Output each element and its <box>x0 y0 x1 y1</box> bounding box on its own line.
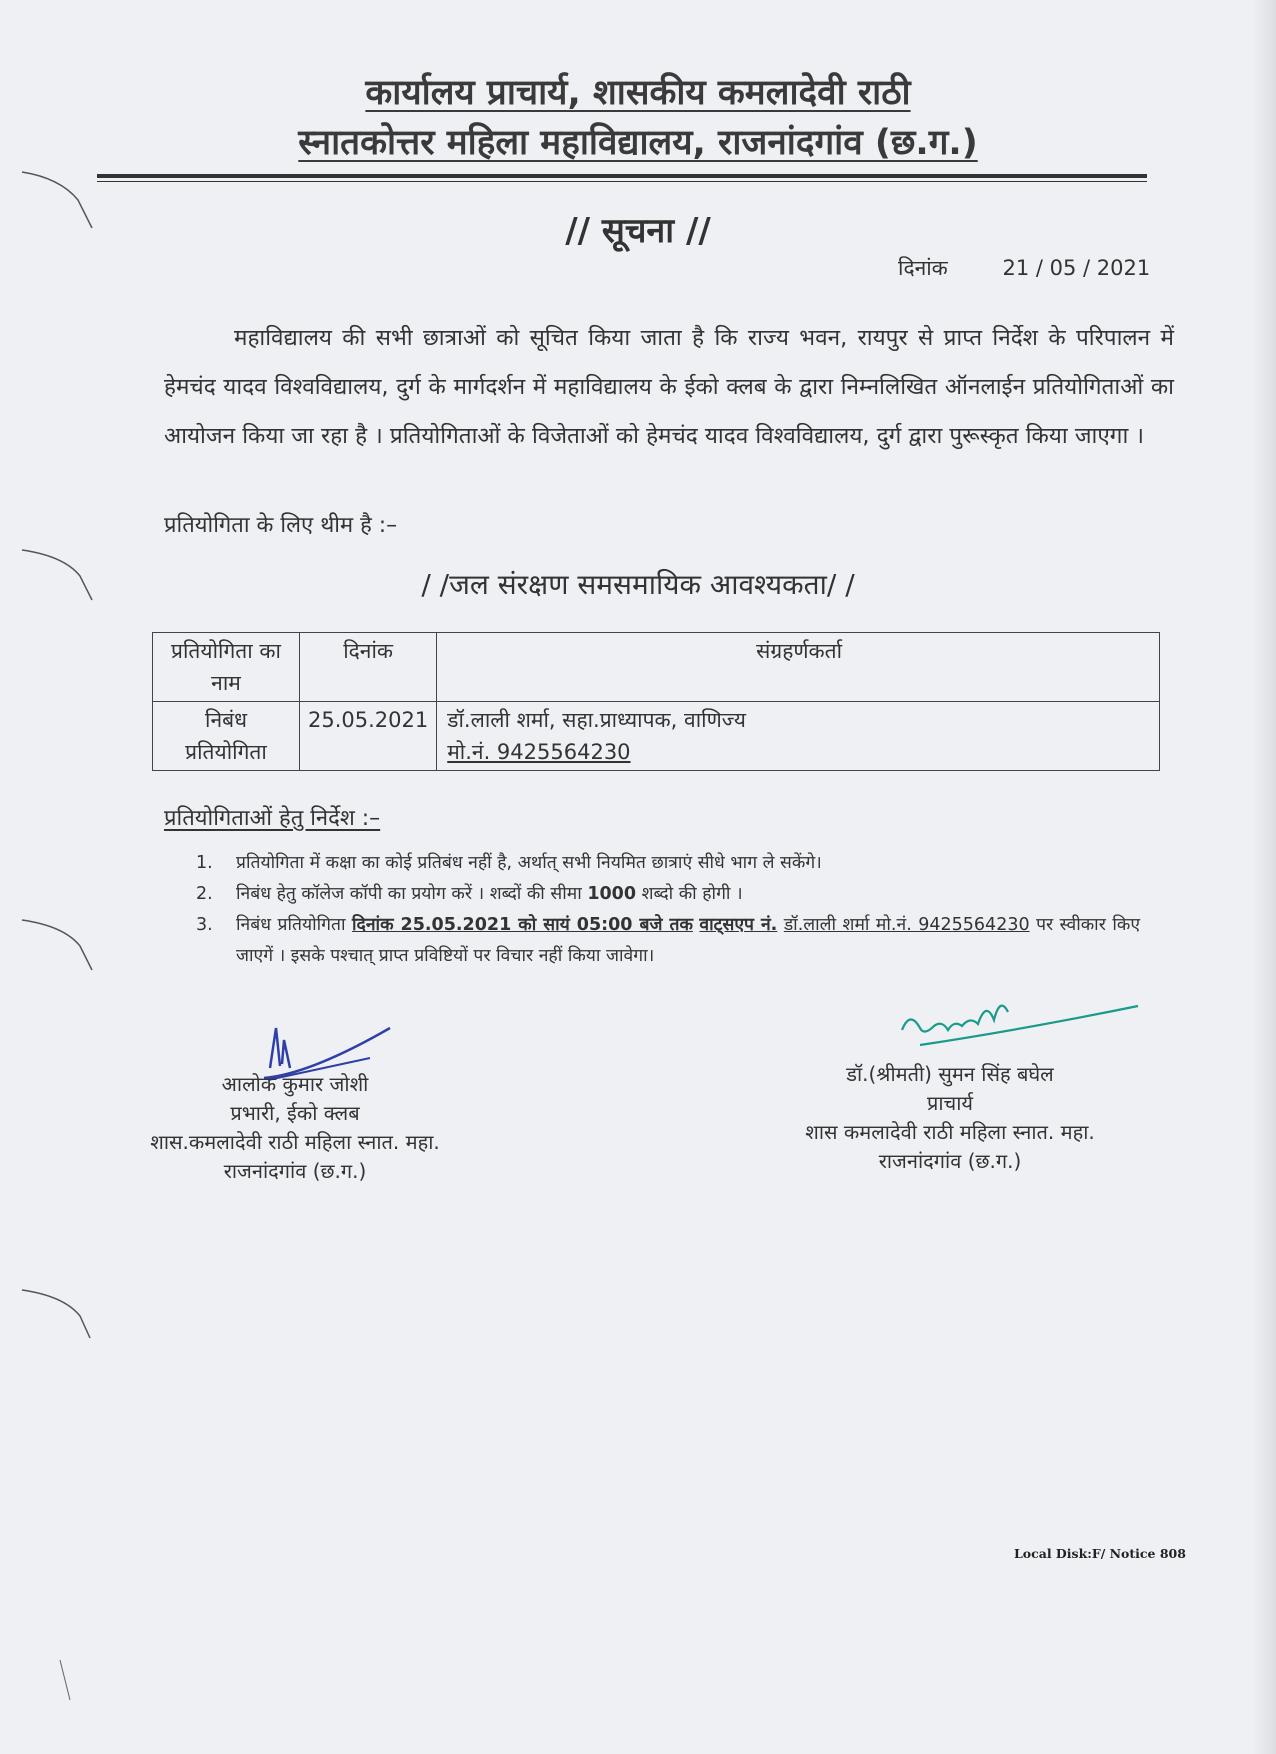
word-limit: 1000 <box>587 884 637 904</box>
signatory-institution: शास कमलादेवी राठी महिला स्नात. महा. <box>805 1120 1095 1144</box>
list-item <box>196 910 1140 972</box>
signatory-designation: प्रभारी, ईको क्लब <box>230 1101 360 1125</box>
table-header-cell: संग्रहर्णकर्ता <box>437 633 1160 702</box>
instructions-heading: प्रतियोगिताओं हेतु निर्देश :– <box>164 806 381 831</box>
date-value: 21 / 05 / 2021 <box>1002 256 1151 280</box>
competition-table <box>152 632 1160 771</box>
coordinator-cell <box>437 702 1160 771</box>
coordinator-name: डॉ.लाली शर्मा, सहा.प्राध्यापक, वाणिज्य <box>447 708 746 732</box>
signatory-name: आलोक कुमार जोशी <box>221 1072 369 1096</box>
signatory-place: राजनांदगांव (छ.ग.) <box>878 1149 1022 1173</box>
notice-title: // सूचना // <box>565 211 711 251</box>
item-text: पर स्वीकार किए जाएगें । इसके पश्चात् प्राप्त प्रविष्टियों पर विचार नहीं किया जावेगा। <box>236 915 1140 966</box>
office-header-line1: कार्यालय प्राचार्य, शासकीय कमलादेवी राठी <box>365 73 911 113</box>
theme-intro: प्रतियोगिता के लिए थीम है :– <box>164 513 398 538</box>
scan-marks <box>0 0 120 1754</box>
page-edge-shadow <box>1252 0 1276 1754</box>
item-text: निबंध हेतु कॉलेज कॉपी का प्रयोग करें । शब्दों की सीमा <box>236 884 588 904</box>
table-header-row <box>153 633 1160 702</box>
item-number: 2. <box>196 884 213 904</box>
competition-theme: / /जल संरक्षण समसमायिक आवश्यकता/ / <box>421 568 855 601</box>
notice-paragraph: महाविद्यालय की सभी छात्राओं को सूचित किया जाता है कि राज्य भवन, रायपुर से प्राप्त निर्देश के परिपालन में हेमचंद यादव विश्वविद्यालय, दुर्ग के मार्गदर्शन में महाविद्यालय के ईको क्लब के द्वारा निम्नलिखित ऑनलाईन प्रतियोगिताओं का आयोजन किया जा रहा है । प्रतियोगिताओं के विजेताओं को हेमचंद यादव विश्वविद्यालय, दुर्ग द्वारा पुरूस्कृत किया जाएगा । <box>164 325 1174 449</box>
date-label: दिनांक <box>898 256 948 280</box>
table-row <box>153 702 1160 771</box>
item-text: प्रतियोगिता में कक्षा का कोई प्रतिबंध नहीं है, अर्थात् सभी नियमित छात्राएं सीधे भाग ले सकेंगे। <box>236 853 822 873</box>
signature-right-image <box>890 990 1150 1060</box>
competition-name-cell: निबंध प्रतियोगिता <box>153 702 300 771</box>
item-number: 1. <box>196 853 213 873</box>
signatory-designation: प्राचार्य <box>926 1091 974 1115</box>
signatory-left <box>110 1070 480 1186</box>
signatory-right <box>760 1060 1140 1176</box>
whatsapp-label: वाट्सएप नं. <box>699 915 778 935</box>
coordinator-mobile: मो.नं. 9425564230 <box>447 740 631 764</box>
header-rule-thin <box>97 181 1147 182</box>
item-text: शब्दो की होगी । <box>636 884 743 904</box>
table-header-cell: प्रतियोगिता का नाम <box>153 633 300 702</box>
header-rule-thick <box>97 174 1147 178</box>
item-number: 3. <box>196 915 213 935</box>
signatory-name: डॉ.(श्रीमती) सुमन सिंह बघेल <box>846 1062 1054 1086</box>
table-header-cell: दिनांक <box>300 633 437 702</box>
competition-date-cell: 25.05.2021 <box>300 702 437 771</box>
signatory-place: राजनांदगांव (छ.ग.) <box>223 1159 367 1183</box>
contact-number: डॉ.लाली शर्मा मो.नं. 9425564230 <box>783 915 1030 935</box>
deadline-text: दिनांक 25.05.2021 को सायं 05:00 बजे तक <box>352 915 693 935</box>
signatory-institution: शास.कमलादेवी राठी महिला स्नात. महा. <box>150 1130 440 1154</box>
office-header-line2: स्नातकोत्तर महिला महाविद्यालय, राजनांदगांव (छ.ग.) <box>298 123 978 163</box>
file-path-footer: Local Disk:F/ Notice 808 <box>1014 1546 1186 1561</box>
list-item <box>196 879 1140 910</box>
item-text: निबंध प्रतियोगिता <box>236 915 353 935</box>
list-item <box>196 848 1140 879</box>
notice-date <box>898 254 1150 282</box>
instructions-list <box>196 848 1140 972</box>
notice-body <box>164 314 1174 461</box>
